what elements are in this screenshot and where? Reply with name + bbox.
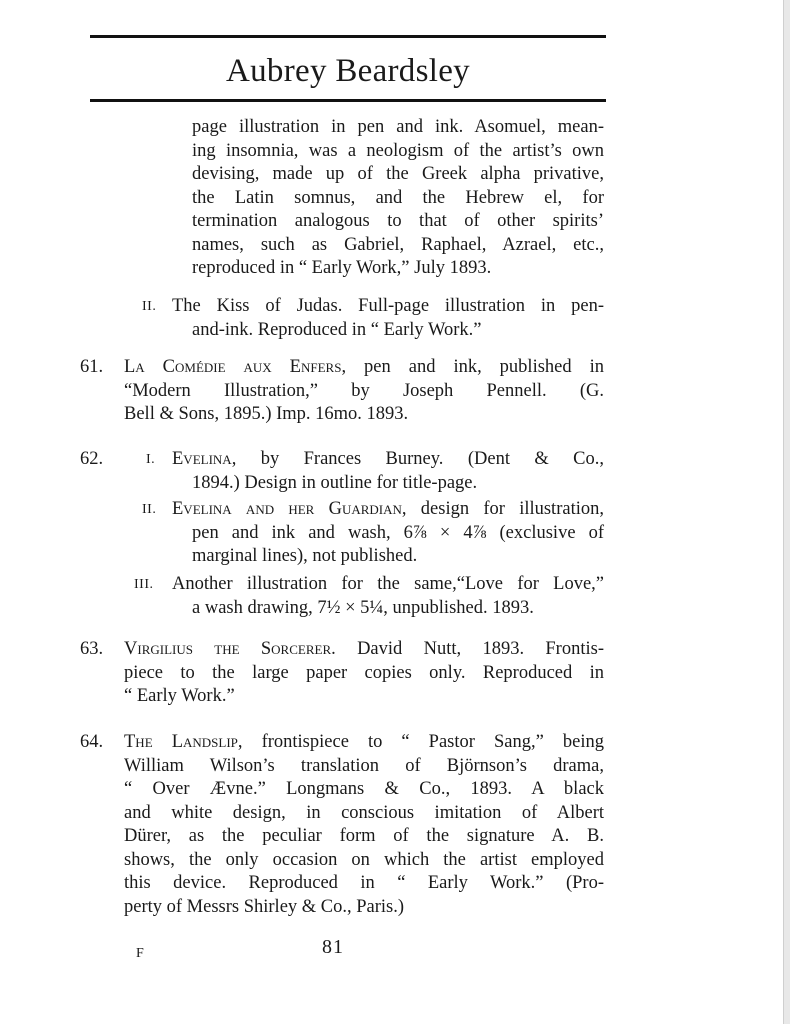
- text-line: termination analogous to that of other spirits’: [192, 211, 604, 231]
- text-line: marginal lines), not published.: [192, 546, 418, 566]
- text-line: names, such as Gabriel, Raphael, Azrael, etc.,: [192, 234, 604, 255]
- text-line: ing insomnia, was a neologism of the artist’s own: [192, 140, 604, 161]
- entry-62-i: [172, 448, 604, 495]
- text-line: pen and ink and wash, 6⅞ × 4⅞ (exclusive of: [192, 522, 604, 543]
- item-roman-numeral: III.: [134, 577, 154, 592]
- entry-64: [124, 731, 604, 919]
- entry-number: 64.: [80, 732, 104, 752]
- entry-number: 61.: [80, 357, 104, 377]
- text-line: 1894.) Design in outline for title-page.: [192, 472, 478, 493]
- page-edge: [783, 0, 790, 1024]
- text-line: Evelina, by Frances Burney. (Dent & Co.,: [172, 449, 604, 469]
- entry-title: Evelina and her Guardian: [172, 499, 402, 519]
- text-line: reproduced in “ Early Work,” July 1893.: [192, 258, 492, 278]
- text-line: La Comédie aux Enfers, pen and ink, published in: [124, 357, 604, 377]
- text-line: page illustration in pen and ink. Asomuel, mean-: [192, 117, 604, 137]
- text-line: The Landslip, frontispiece to “ Pastor Sang,” being: [124, 732, 604, 752]
- entry-62-ii: [172, 498, 604, 569]
- text-line: perty of Messrs Shirley & Co., Paris.): [124, 896, 405, 917]
- signature-mark: F: [136, 946, 144, 961]
- text-line: Bell & Sons, 1895.) Imp. 16mo. 1893.: [124, 404, 409, 424]
- text-line: the Latin somnus, and the Hebrew el, for: [192, 187, 604, 208]
- text-line: and white design, in conscious imitation of Albert: [124, 802, 604, 823]
- entry-title: La Comédie aux Enfers: [124, 357, 342, 377]
- text-line: piece to the large paper copies only. Reproduced in: [124, 662, 604, 683]
- header-rule-top: [90, 35, 606, 38]
- item-roman-numeral: II.: [142, 502, 157, 517]
- text-line: William Wilson’s translation of Björnson’s drama,: [124, 755, 604, 776]
- text-line: devising, made up of the Greek alpha privative,: [192, 164, 604, 184]
- entry-62-iii: [172, 573, 604, 620]
- text-line: this device. Reproduced in “ Early Work.” (Pro-: [124, 873, 604, 893]
- continuation-paragraph: [192, 116, 604, 281]
- text-line: The Kiss of Judas. Full-page illustration in pen-: [172, 296, 604, 316]
- text-line: “ Over Ævne.” Longmans & Co., 1893. A black: [124, 779, 604, 799]
- entry-61: [124, 356, 604, 427]
- item-kiss-of-judas: [172, 295, 604, 342]
- entry-title: Virgilius the Sorcerer: [124, 639, 332, 659]
- text-line: Dürer, as the peculiar form of the signature A. B.: [124, 826, 604, 846]
- entry-number: 62.: [80, 449, 104, 469]
- page-number: 81: [322, 936, 344, 958]
- entry-63: [124, 638, 604, 709]
- entry-title: Evelina: [172, 449, 232, 469]
- running-header-title: Aubrey Beardsley: [226, 53, 470, 89]
- entry-number: 63.: [80, 639, 104, 659]
- text-line: “ Early Work.”: [124, 686, 235, 706]
- text-line: a wash drawing, 7½ × 5¼, unpublished. 1893.: [192, 597, 534, 618]
- text-line: “Modern Illustration,” by Joseph Pennell. (G.: [124, 380, 604, 401]
- header-rule-bottom: [90, 99, 606, 102]
- text-line: shows, the only occasion on which the artist employed: [124, 849, 604, 870]
- text-line: and-ink. Reproduced in “ Early Work.”: [192, 319, 482, 340]
- text-line: Virgilius the Sorcerer. David Nutt, 1893. Frontis-: [124, 639, 604, 659]
- item-roman-numeral: I.: [146, 452, 156, 467]
- item-roman-numeral: II.: [142, 299, 157, 314]
- text-line: Evelina and her Guardian, design for illustration,: [172, 499, 604, 519]
- entry-title: The Landslip: [124, 732, 238, 752]
- text-line: Another illustration for the same,“Love for Love,”: [172, 574, 604, 594]
